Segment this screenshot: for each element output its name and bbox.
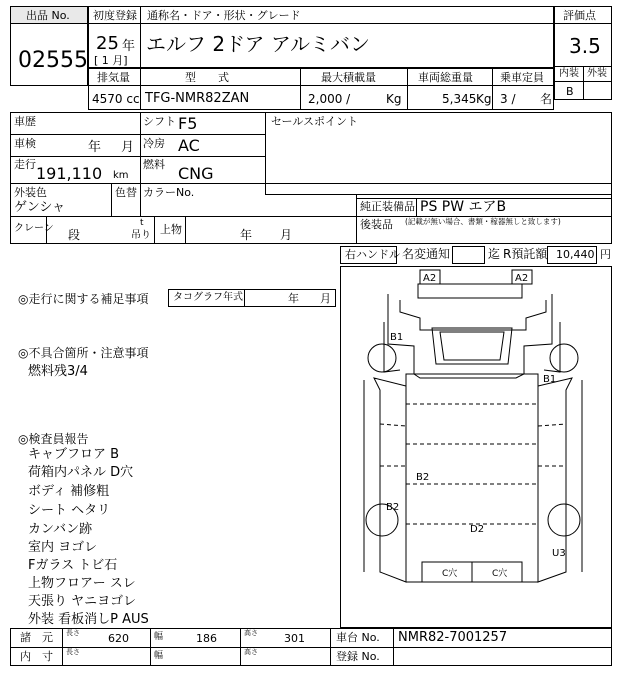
color-label: 外装色 xyxy=(14,186,47,199)
defect-item: 燃料残3/4 xyxy=(28,364,88,379)
capacity-label: 乗車定員 xyxy=(500,71,544,84)
sales-point-label: セールスポイント xyxy=(271,115,359,128)
mark-a2-right: A2 xyxy=(515,273,529,284)
load-label: 最大積載量 xyxy=(321,71,376,84)
gvw-unit: Kg xyxy=(476,92,492,106)
cab-roof-inner xyxy=(440,332,504,360)
mileage-value: 191,110 xyxy=(36,164,103,183)
divider xyxy=(554,81,612,82)
divider xyxy=(393,628,394,666)
crane-hang: 吊り xyxy=(131,230,151,241)
truck-diagram xyxy=(340,266,612,628)
crane-ton: t xyxy=(140,218,144,228)
running-notes-label: ◎走行に関する補足事項 xyxy=(18,292,149,306)
divider xyxy=(185,216,186,244)
divider xyxy=(10,183,612,184)
chassis-value: NMR82-7001257 xyxy=(398,630,508,645)
inspector-item: 荷箱内パネル D穴 xyxy=(28,465,134,480)
cargo-left-panel xyxy=(374,378,406,582)
gvw-label: 車両総重量 xyxy=(418,71,473,84)
divider xyxy=(10,647,612,648)
fuel-label: 燃料 xyxy=(143,158,165,171)
height-value: 301 xyxy=(284,632,305,645)
disp-value: 4570 cc xyxy=(92,92,140,106)
lift-label: 上物 xyxy=(160,223,182,236)
tacho-year: 年 xyxy=(288,292,299,305)
side-panel-line xyxy=(380,424,406,426)
defects-label: ◎不具合箇所・注意事項 xyxy=(18,346,149,360)
disp-label: 排気量 xyxy=(97,71,130,84)
handle-label: 右ハンドル xyxy=(345,248,400,261)
mark-d2: D2 xyxy=(470,524,485,535)
chassis-label: 車台 No. xyxy=(336,631,380,644)
mark-b2-center: B2 xyxy=(416,472,430,483)
lot-label: 出品 No. xyxy=(26,9,70,22)
equip-label: 純正装備品 xyxy=(360,200,415,213)
lot-number: 02555 xyxy=(18,48,88,73)
crane-step: 段 xyxy=(68,228,81,242)
inspector-item: 外装 看板消しP AUS xyxy=(28,612,149,627)
inspector-item: シート ヘタリ xyxy=(28,503,111,518)
divider xyxy=(10,23,88,24)
cab-roof-line xyxy=(400,300,546,330)
divider xyxy=(330,628,331,666)
divider xyxy=(88,23,554,24)
mileage-unit: km xyxy=(113,170,129,181)
inner-width-label: 幅 xyxy=(154,651,164,661)
inner-height-label: 高さ xyxy=(244,648,258,656)
inspector-item: Fガラス トビ石 xyxy=(28,558,118,573)
divider xyxy=(154,216,155,244)
ac-label: 冷房 xyxy=(143,137,165,150)
load-value: 2,000 / xyxy=(308,92,351,106)
divider xyxy=(407,68,408,110)
length-label: 長さ xyxy=(66,629,80,637)
r-deposit-value: 10,440 xyxy=(556,248,595,261)
divider xyxy=(300,68,301,110)
inspector-item: 室内 ヨゴレ xyxy=(28,540,98,555)
model-label: 通称名・ドア・形状・グレード xyxy=(147,9,301,22)
aftermarket-label: 後装品 xyxy=(360,218,393,231)
lift-year: 年 xyxy=(240,228,253,242)
lift-month: 月 xyxy=(280,228,293,242)
fuel-value: CNG xyxy=(178,164,214,183)
mark-c-left: C穴 xyxy=(442,569,458,579)
reg-year-char: 年 xyxy=(122,39,136,54)
divider xyxy=(492,68,493,110)
equip-value: PS PW エアB xyxy=(420,199,507,215)
color-code-label: カラーNo. xyxy=(143,186,195,199)
reg-no-label: 登録 No. xyxy=(336,650,380,663)
cab-outline xyxy=(388,294,552,378)
deadline-label: 迄 xyxy=(488,247,501,261)
width-label: 幅 xyxy=(154,632,164,642)
name-change-label: 名変通知 xyxy=(402,247,451,261)
rear-right-wheel xyxy=(548,504,580,536)
inner-length-label: 長さ xyxy=(66,648,80,656)
color-value: ゲンシャ xyxy=(14,200,66,215)
model-name: エルフ 2ドア アルミバン xyxy=(146,32,371,56)
mark-b1-left: B1 xyxy=(390,332,404,343)
height-label: 高さ xyxy=(244,629,258,637)
capacity-unit: 名 xyxy=(540,92,553,106)
mileage-label: 走行 xyxy=(14,158,36,171)
divider xyxy=(140,6,141,68)
crane-label: クレーン xyxy=(14,223,54,234)
inspector-item: キャブフロア B xyxy=(28,447,120,462)
divider xyxy=(10,156,265,157)
inspector-item: 天張り ヤニヨゴレ xyxy=(28,594,137,609)
inspector-label: ◎検査員報告 xyxy=(18,432,89,446)
aftermarket-note: (記載が無い場合、書類・稼器無しと致します) xyxy=(405,217,561,226)
divider xyxy=(10,134,265,135)
divider xyxy=(140,68,141,110)
load-unit: Kg xyxy=(386,92,402,106)
inner-dims-label: 内 寸 xyxy=(20,650,53,663)
divider xyxy=(240,628,241,666)
name-change-box xyxy=(452,246,485,264)
ac-value: AC xyxy=(178,136,200,155)
mark-b2-left: B2 xyxy=(386,502,400,513)
inspector-item: カンバン跡 xyxy=(28,522,93,537)
divider xyxy=(583,66,584,100)
r-deposit-unit: 円 xyxy=(600,248,611,261)
interior-label: 内装 xyxy=(559,68,579,79)
inspection-label: 車検 xyxy=(14,137,36,150)
divider xyxy=(554,23,612,24)
inspector-item: 上物フロアー スレ xyxy=(28,576,136,591)
dims-label: 諸 元 xyxy=(20,631,53,644)
capacity-value: 3 / xyxy=(500,92,516,106)
reg-label: 初度登録 xyxy=(93,9,137,22)
divider xyxy=(244,289,245,307)
divider xyxy=(88,85,554,86)
exterior-label: 外装 xyxy=(587,68,607,79)
inspection-year: 年 xyxy=(88,140,102,155)
shift-value: F5 xyxy=(178,114,198,133)
score-value: 3.5 xyxy=(569,34,601,58)
divider xyxy=(416,198,417,216)
cab-left-side xyxy=(384,322,400,372)
width-value: 186 xyxy=(196,632,217,645)
mark-u3: U3 xyxy=(552,548,566,559)
front-left-wheel xyxy=(368,344,396,372)
inspector-item: ボディ 補修粗 xyxy=(28,484,110,499)
length-value: 620 xyxy=(108,632,129,645)
shift-label: シフト xyxy=(143,115,176,128)
divider xyxy=(150,628,151,666)
reg-year: 25 xyxy=(96,33,119,54)
divider xyxy=(356,194,357,216)
side-panel-line xyxy=(538,424,566,426)
gvw-value: 5,345 xyxy=(442,92,477,106)
mark-a2-left: A2 xyxy=(423,273,437,284)
divider xyxy=(265,194,612,195)
mark-b1-right: B1 xyxy=(543,374,557,385)
mark-c-right: C穴 xyxy=(492,569,508,579)
tacho-label: タコグラフ年式 xyxy=(173,292,243,303)
model-code-label: 型 式 xyxy=(185,71,229,84)
r-deposit-label: R預託額 xyxy=(503,247,548,261)
interior-grade: B xyxy=(566,85,574,98)
tacho-month: 月 xyxy=(320,292,331,305)
inspection-month: 月 xyxy=(121,140,135,155)
windshield-top xyxy=(418,284,522,298)
divider xyxy=(265,112,266,194)
score-label: 評価点 xyxy=(563,9,596,22)
front-right-wheel xyxy=(550,344,578,372)
divider xyxy=(111,183,112,216)
divider xyxy=(46,216,47,244)
history-label: 車歴 xyxy=(14,115,36,128)
model-code: TFG-NMR82ZAN xyxy=(145,91,250,106)
color-change-label: 色替 xyxy=(115,186,137,199)
reg-month: [ 1 月] xyxy=(94,54,128,67)
divider xyxy=(140,112,141,216)
divider xyxy=(62,628,63,666)
